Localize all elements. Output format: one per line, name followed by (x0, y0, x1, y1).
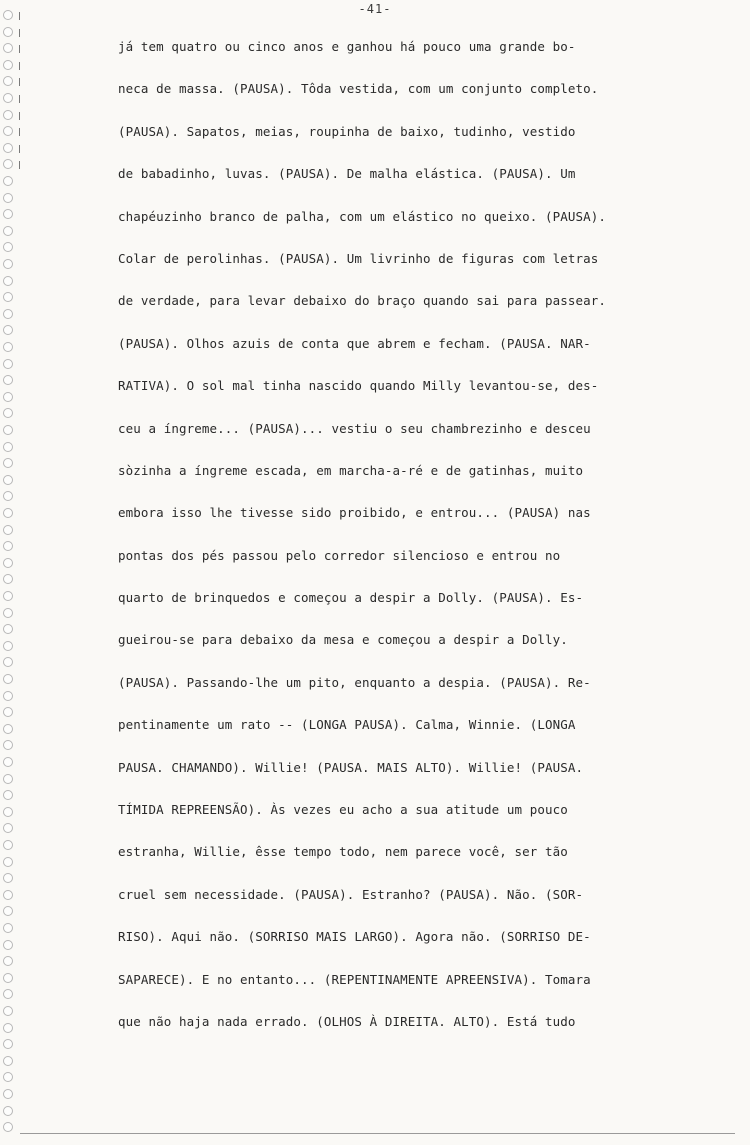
binding-hole (3, 940, 13, 950)
binding-hole (3, 1089, 13, 1099)
binding-hole (3, 93, 13, 103)
text-line: de babadinho, luvas. (PAUSA). De malha elástica. (PAUSA). Um (118, 166, 576, 182)
binding-hole (3, 923, 13, 933)
binding-hole (3, 657, 13, 667)
binding-hole (3, 973, 13, 983)
binding-hole (3, 276, 13, 286)
binding-hole (3, 1106, 13, 1116)
binding-hole (3, 956, 13, 966)
binding-hole (3, 1023, 13, 1033)
text-line: Colar de perolinhas. (PAUSA). Um livrinho de figuras com letras (118, 250, 599, 266)
page-number: -41- (358, 2, 392, 16)
text-line: estranha, Willie, êsse tempo todo, nem parece você, ser tão (118, 844, 568, 860)
binding-hole (3, 574, 13, 584)
binding-hole (3, 591, 13, 601)
text-line: ceu a íngreme... (PAUSA)... vestiu o seu chambrezinho e desceu (118, 420, 591, 436)
binding-hole (3, 259, 13, 269)
binding-tick (19, 128, 20, 136)
binding-hole (3, 159, 13, 169)
binding-hole (3, 707, 13, 717)
binding-hole (3, 525, 13, 535)
binding-hole (3, 292, 13, 302)
binding-hole (3, 807, 13, 817)
text-line: (PAUSA). Passando-lhe um pito, enquanto a despia. (PAUSA). Re- (118, 674, 591, 690)
binding-hole (3, 359, 13, 369)
binding-tick (19, 78, 20, 86)
binding-tick (19, 145, 20, 153)
binding-hole (3, 193, 13, 203)
binding-hole (3, 375, 13, 385)
binding-hole (3, 906, 13, 916)
text-line: chapéuzinho branco de palha, com um elástico no queixo. (PAUSA). (118, 208, 607, 224)
binding-hole (3, 873, 13, 883)
binding-hole (3, 342, 13, 352)
binding-hole (3, 43, 13, 53)
binding-hole (3, 491, 13, 501)
binding-hole (3, 1122, 13, 1132)
binding-hole (3, 458, 13, 468)
binding-hole (3, 309, 13, 319)
binding-hole (3, 76, 13, 86)
binding-hole (3, 475, 13, 485)
binding-hole (3, 1006, 13, 1016)
binding-hole (3, 126, 13, 136)
binding-hole (3, 226, 13, 236)
binding-tick (19, 161, 20, 169)
text-line: já tem quatro ou cinco anos e ganhou há pouco uma grande bo- (118, 39, 576, 54)
text-line: (PAUSA). Olhos azuis de conta que abrem e fecham. (PAUSA. NAR- (118, 335, 591, 351)
binding-hole (3, 325, 13, 335)
binding-hole (3, 392, 13, 402)
bottom-rule (20, 1133, 735, 1134)
binding-tick (19, 45, 20, 53)
text-line: pontas dos pés passou pelo corredor silencioso e entrou no (118, 547, 561, 563)
binding-hole (3, 624, 13, 634)
binding-hole (3, 890, 13, 900)
text-line: de verdade, para levar debaixo do braço quando sai para passear. (118, 293, 607, 309)
binding-hole (3, 1056, 13, 1066)
binding-hole (3, 691, 13, 701)
binding-hole (3, 823, 13, 833)
text-line: embora isso lhe tivesse sido proibido, e entrou... (PAUSA) nas (118, 505, 591, 521)
binding-hole (3, 790, 13, 800)
text-line: pentinamente um rato -- (LONGA PAUSA). Calma, Winnie. (LONGA (118, 717, 576, 733)
binding-hole (3, 541, 13, 551)
spiral-binding (0, 0, 26, 1145)
binding-hole (3, 774, 13, 784)
binding-hole (3, 857, 13, 867)
binding-hole (3, 60, 13, 70)
binding-hole (3, 143, 13, 153)
text-line: (PAUSA). Sapatos, meias, roupinha de baixo, tudinho, vestido (118, 123, 576, 139)
binding-hole (3, 508, 13, 518)
binding-hole (3, 209, 13, 219)
binding-hole (3, 641, 13, 651)
binding-hole (3, 608, 13, 618)
binding-hole (3, 176, 13, 186)
binding-hole (3, 425, 13, 435)
binding-hole (3, 840, 13, 850)
text-line: SAPARECE). E no entanto... (REPENTINAMENTE APREENSIVA). Tomara (118, 971, 591, 987)
binding-tick (19, 95, 20, 103)
binding-hole (3, 442, 13, 452)
text-line: quarto de brinquedos e começou a despir a Dolly. (PAUSA). Es- (118, 590, 584, 606)
binding-hole (3, 1072, 13, 1082)
text-line: neca de massa. (PAUSA). Tôda vestida, com um conjunto completo. (118, 81, 599, 97)
binding-tick (19, 29, 20, 37)
binding-hole (3, 242, 13, 252)
binding-hole (3, 1039, 13, 1049)
binding-hole (3, 27, 13, 37)
binding-hole (3, 724, 13, 734)
text-line: que não haja nada errado. (OLHOS À DIREITA. ALTO). Está tudo (118, 1013, 576, 1029)
text-line: cruel sem necessidade. (PAUSA). Estranho? (PAUSA). Não. (SOR- (118, 886, 584, 902)
text-line: RATIVA). O sol mal tinha nascido quando Milly levantou-se, des- (118, 378, 599, 394)
binding-hole (3, 674, 13, 684)
text-line: TÍMIDA REPREENSÃO). Às vezes eu acho a sua atitude um pouco (118, 802, 568, 818)
binding-hole (3, 110, 13, 120)
text-line: RISO). Aqui não. (SORRISO MAIS LARGO). Agora não. (SORRISO DE- (118, 929, 591, 945)
text-line: gueirou-se para debaixo da mesa e começou a despir a Dolly. (118, 632, 568, 648)
binding-hole (3, 740, 13, 750)
binding-tick (19, 112, 20, 120)
binding-hole (3, 757, 13, 767)
script-text (118, 26, 708, 1043)
binding-hole (3, 989, 13, 999)
binding-hole (3, 558, 13, 568)
text-line: sòzinha a íngreme escada, em marcha-a-ré e de gatinhas, muito (118, 462, 584, 478)
text-line: PAUSA. CHAMANDO). Willie! (PAUSA. MAIS ALTO). Willie! (PAUSA. (118, 759, 584, 775)
binding-tick (19, 62, 20, 70)
binding-hole (3, 408, 13, 418)
